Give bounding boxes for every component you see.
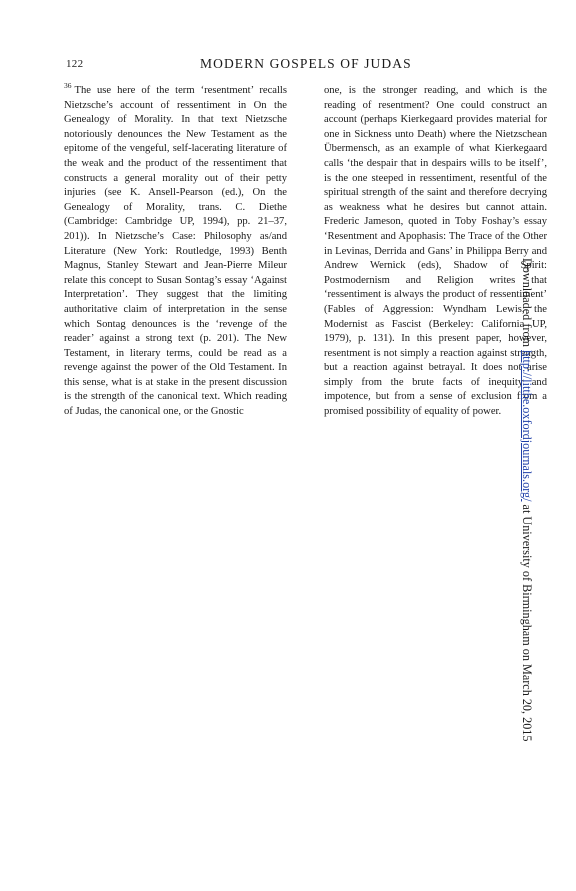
download-watermark-link[interactable]: http://litthe.oxfordjournals.org/ — [520, 350, 534, 502]
footnote-column-right — [324, 84, 547, 420]
page-number: 122 — [66, 58, 84, 70]
download-watermark — [518, 258, 536, 742]
footnote-paragraph-left — [64, 81, 287, 420]
footnote-text-right: one, is the stronger reading, and which is the reading of resentment? One could construct an account (perhaps Kierkegaard provides material for one in Sickness unto Death) where the Nietzschean Übermensch, as an example of what Kierkegaard calls ‘the despair that in despairs wills to be itself’, is the one steeped in ressentiment, resentful of the spiritual strength of the saint and therefore decrying as weakness what he desires but cannot attain. Frederic Jameson, quoted in Toby Foshay’s essay ‘Resentment and Apophasis: The Trace of the Other in Levinas, Derrida and Gans’ in Philippa Berry and Andrew Wernick (eds), Shadow of Spirit: Postmodernism and Religion writes that ‘ressentiment is always the product of ressentiment’ (Fables of Aggression: Wyndham Lewis, the Modernist as Fascist (Berkeley: California UP, 1979), p. 131). In this present paper, however, resentment is not simply a reaction against strength, but a reaction against betrayal. It does not arise simply from the brute facts of inequity and impotence, but from a sense of exclusion from a promised possibility of equality of power. — [324, 85, 547, 418]
page-header — [0, 58, 576, 74]
download-watermark-prefix: Downloaded from — [520, 258, 534, 351]
footnote-paragraph-right — [324, 84, 547, 420]
footnote-number: 36 — [64, 81, 72, 91]
download-watermark-suffix: at University of Birmingham on March 20, 2015 — [520, 501, 534, 742]
running-head: MODERN GOSPELS OF JUDAS — [200, 56, 412, 71]
footnote-column-left — [64, 81, 287, 420]
footnote-text-left: The use here of the term ‘resentment’ recalls Nietzsche’s account of ressentiment in On the Genealogy of Morality. In that text Nietzsche notoriously denounces the New Testament as the epitome of the vengeful, self-lacerating literature of the weak and the product of the ressentiment that constructs a general morality out of their petty injuries (see K. Ansell-Pearson (ed.), On the Genealogy of Morality, trans. C. Diethe (Cambridge: Cambridge UP, 1994), pp. 21–37, 201)). In Nietzsche’s Case: Philosophy as/and Literature (New York: Routledge, 1993) Benth Magnus, Stanley Stewart and Jean-Pierre Mileur relate this concept to Susan Sontag’s essay ‘Against Interpretation’. They suggest that the limiting authoritative claim of interpretation in the sense which Sontag denounces is the ‘revenge of the reader’ against a strong text (p. 201). The New Testament, in literary terms, could be read as a revenge against the power of the Old Testament. In this sense, what is at stake in the present discussion is the strength of the canonical text. Which reading of Judas, the canonical one, or the Gnostic — [64, 85, 287, 418]
